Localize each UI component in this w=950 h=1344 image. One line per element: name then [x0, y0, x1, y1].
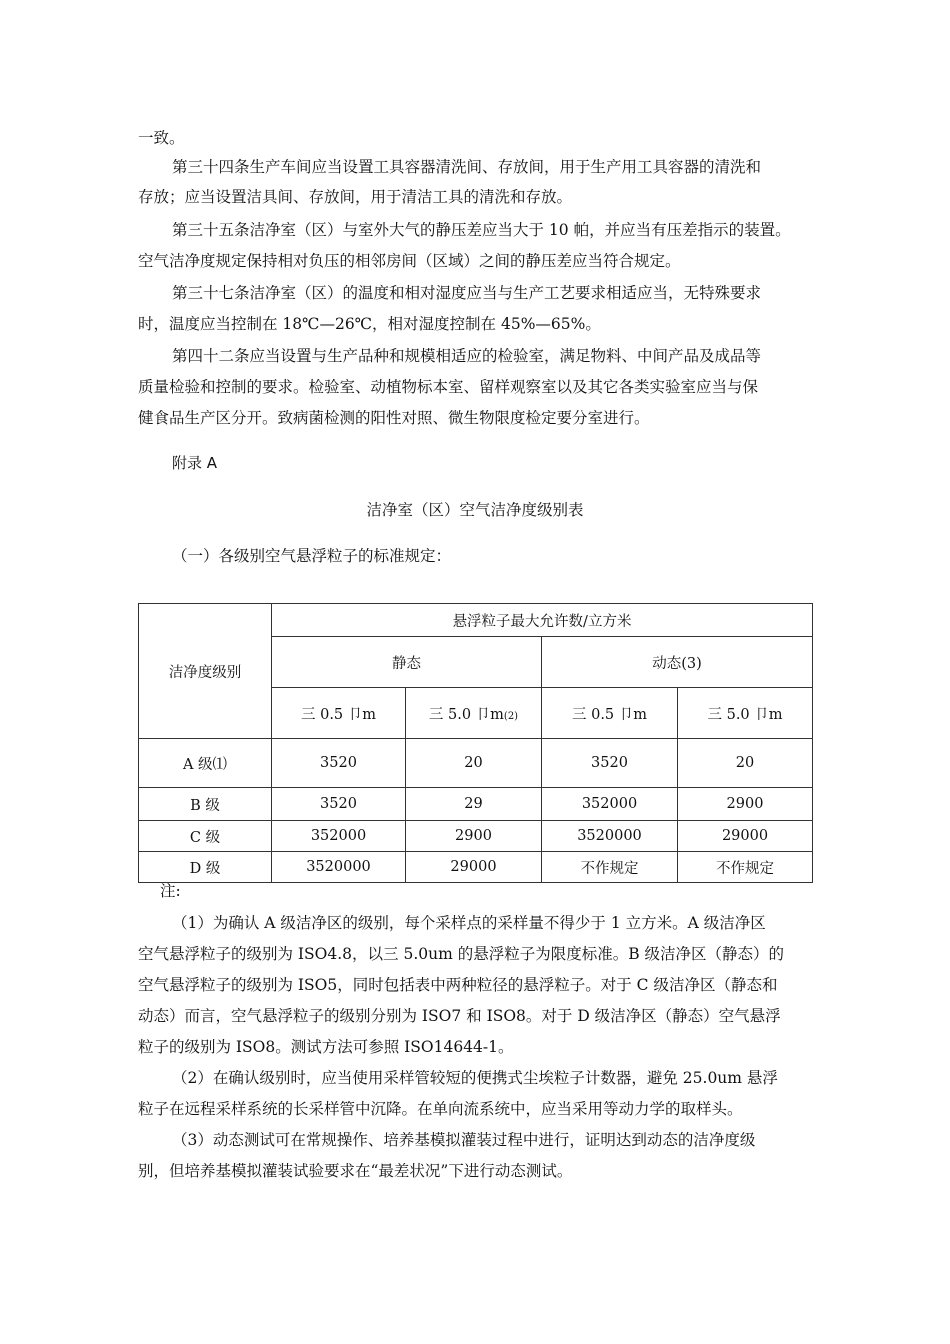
- appendix-title: 洁净室（区）空气洁净度级别表: [366, 501, 584, 519]
- col-static-50: [406, 688, 542, 739]
- note-line: 空气悬浮粒子的级别为 ISO5，同时包括表中两种粒径的悬浮粒子。对于 C 级洁净区（静态和: [138, 976, 778, 994]
- col-static-50-label: 三 5.0 卩m: [428, 706, 504, 723]
- table-cell: 3520000: [542, 821, 678, 852]
- paragraph-line: 质量检验和控制的要求。检验室、动植物标本室、留样观察室以及其它各类实验室应当与保: [138, 378, 759, 396]
- table-cell: 29: [406, 788, 542, 821]
- paragraph-line: 第三十七条洁净室（区）的温度和相对湿度应当与生产工艺要求相适应当，无特殊要求: [172, 284, 762, 302]
- table-cell: 20: [406, 739, 542, 788]
- row-grade: B 级: [139, 788, 272, 821]
- paragraph-line: 第三十四条生产车间应当设置工具容器清洗间、存放间，用于生产用工具容器的清洗和: [172, 158, 762, 176]
- dynamic-header: 动态(3): [542, 637, 813, 688]
- appendix-subtitle: （一）各级别空气悬浮粒子的标准规定：: [172, 547, 452, 565]
- note-line: （1）为确认 A 级洁净区的级别，每个采样点的采样量不得少于 1 立方米。A 级洁净区: [172, 914, 766, 932]
- table-cell: 29000: [678, 821, 813, 852]
- row-grade: C 级: [139, 821, 272, 852]
- paragraph-line: 一致。: [138, 129, 185, 147]
- appendix-label: 附录 A: [172, 454, 218, 472]
- paragraph-line: 第四十二条应当设置与生产品种和规模相适应的检验室，满足物料、中间产品及成品等: [172, 347, 762, 365]
- note-line: 别，但培养基模拟灌装试验要求在“最差状况”下进行动态测试。: [138, 1162, 573, 1180]
- table-cell: 3520: [542, 739, 678, 788]
- table-cell: 2900: [406, 821, 542, 852]
- note-line: 空气悬浮粒子的级别为 ISO4.8，以三 5.0um 的悬浮粒子为限度标准。B 级洁净区（静态）的: [138, 945, 785, 963]
- table-cell: 3520: [272, 739, 406, 788]
- table-cell: 不作规定: [542, 852, 678, 883]
- col-static-05: 三 0.5 卩m: [272, 688, 406, 739]
- cleanroom-grade-table: [138, 603, 813, 883]
- table-cell: 不作规定: [678, 852, 813, 883]
- table-cell: 3520: [272, 788, 406, 821]
- note-line: 粒子在远程采样系统的长采样管中沉降。在单向流系统中，应当采用等动力学的取样头。: [138, 1100, 743, 1118]
- table-cell: 2900: [678, 788, 813, 821]
- paragraph-line: 空气洁净度规定保持相对负压的相邻房间（区域）之间的静压差应当符合规定。: [138, 252, 681, 270]
- paragraph-line: 第三十五条洁净室（区）与室外大气的静压差应当大于 10 帕，并应当有压差指示的装置。: [172, 221, 791, 239]
- note-line: 粒子的级别为 ISO8。测试方法可参照 ISO14644-1。: [138, 1038, 514, 1056]
- paragraph-line: 时，温度应当控制在 18℃—26℃，相对湿度控制在 45%—65%。: [138, 315, 601, 333]
- table-cell: 29000: [406, 852, 542, 883]
- table-cell: 3520000: [272, 852, 406, 883]
- notes-label: 注:: [160, 882, 181, 900]
- max-count-header: 悬浮粒子最大允许数/立方米: [272, 604, 813, 637]
- table-cell: 352000: [272, 821, 406, 852]
- note-line: 动态）而言，空气悬浮粒子的级别分别为 ISO7 和 ISO8。对于 D 级洁净区（静态）空气悬浮: [138, 1007, 781, 1025]
- grade-header: 洁净度级别: [139, 604, 272, 739]
- paragraph-line: 存放；应当设置洁具间、存放间，用于清洁工具的清洗和存放。: [138, 188, 573, 206]
- table-cell: 20: [678, 739, 813, 788]
- col-dynamic-05: 三 0.5 卩m: [542, 688, 678, 739]
- col-dynamic-50: 三 5.0 卩m: [678, 688, 813, 739]
- paragraph-line: 健食品生产区分开。致病菌检测的阳性对照、微生物限度检定要分室进行。: [138, 409, 650, 427]
- note-line: （3）动态测试可在常规操作、培养基模拟灌装过程中进行，证明达到动态的洁净度级: [172, 1131, 756, 1149]
- row-grade: A 级⑴: [139, 739, 272, 788]
- table-cell: 352000: [542, 788, 678, 821]
- static-header: 静态: [272, 637, 542, 688]
- note-line: （2）在确认级别时，应当使用采样管较短的便携式尘埃粒子计数器，避免 25.0um 悬浮: [172, 1069, 778, 1087]
- row-grade: D 级: [139, 852, 272, 883]
- col-static-50-note: (2): [503, 710, 519, 722]
